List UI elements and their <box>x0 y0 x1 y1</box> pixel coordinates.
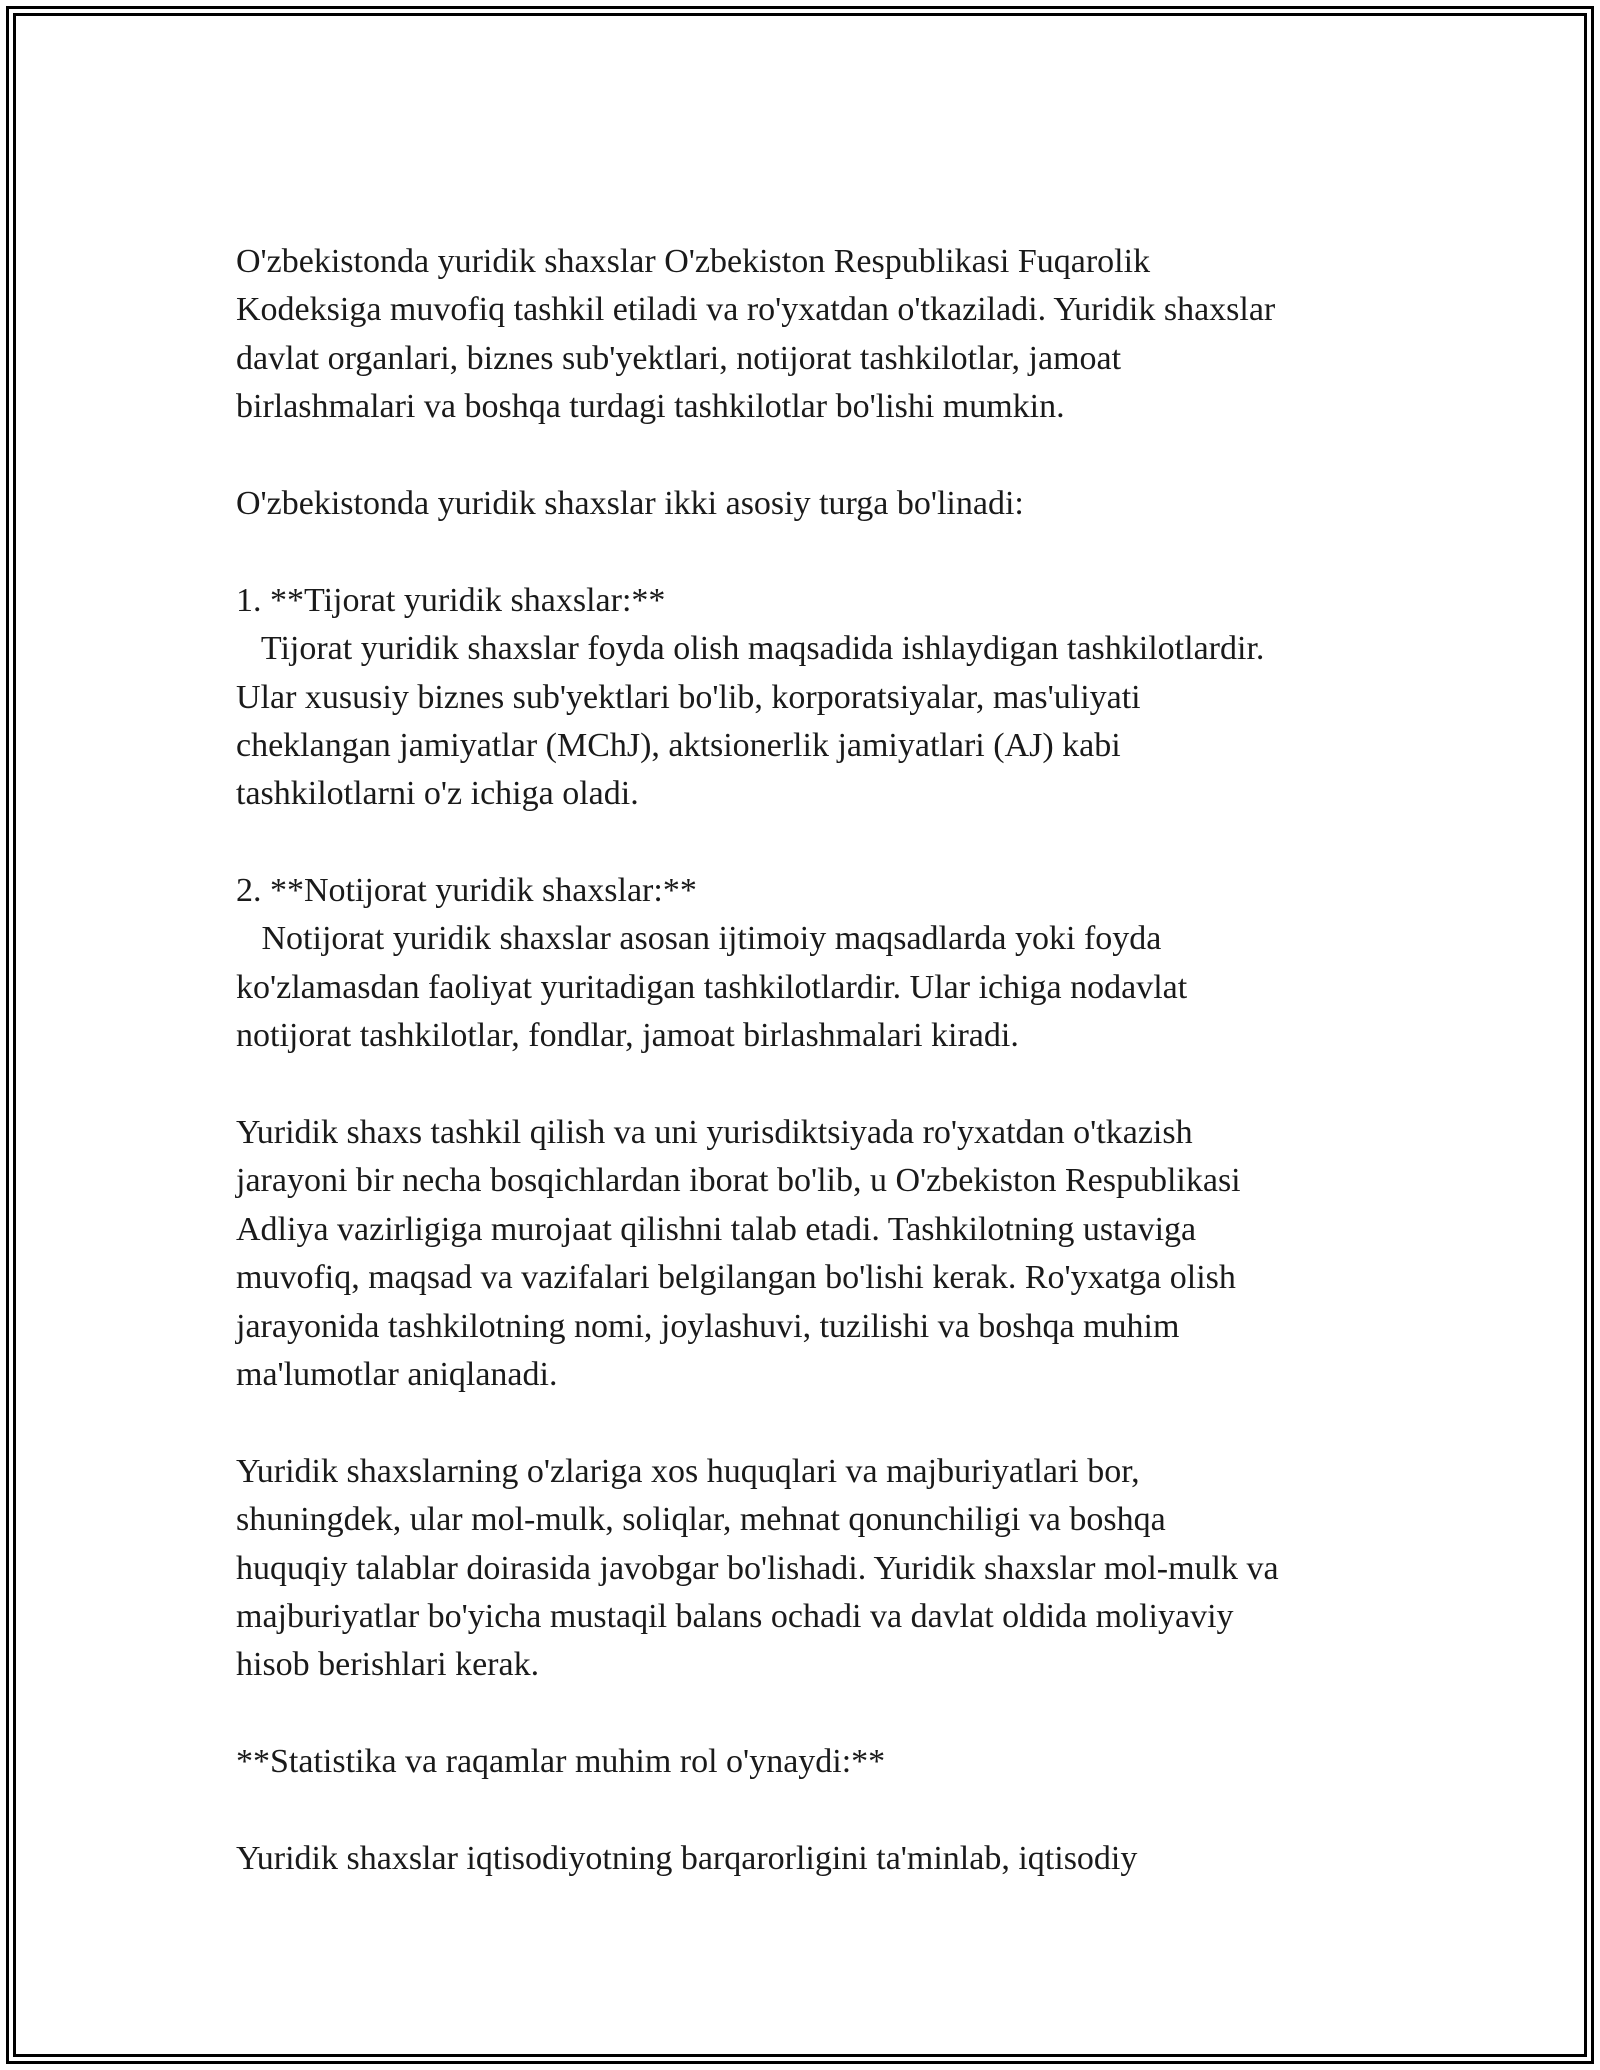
text-line: O'zbekistonda yuridik shaxslar O'zbekiston Respublikasi Fuqarolik <box>236 243 1151 280</box>
text-line: notijorat tashkilotlar, fondlar, jamoat birlashmalari kiradi. <box>236 1017 1019 1055</box>
text-line: ko'zlamasdan faoliyat yuritadigan tashkilotlardir. Ular ichiga nodavlat <box>236 968 1188 1006</box>
paragraph-gap <box>236 432 1416 480</box>
paragraph-gap <box>236 1061 1416 1109</box>
text-line: davlat organlari, biznes sub'yektlari, notijorat tashkilotlar, jamoat <box>236 339 1122 377</box>
text-line: majburiyatlar bo'yicha mustaqil balans ochadi va davlat oldida moliyaviy <box>236 1597 1234 1635</box>
paragraph <box>236 1448 1416 1690</box>
text-line: O'zbekistonda yuridik shaxslar ikki asosiy turga bo'linadi: <box>236 484 1024 522</box>
list-item-commercial <box>236 577 1416 819</box>
text-line: Kodeksiga muvofiq tashkil etiladi va ro'yxatdan o'tkaziladi. Yuridik shaxslar <box>236 291 1276 329</box>
text-line: Tijorat yuridik shaxslar foyda olish maqsadida ishlaydigan tashkilotlardir. <box>236 630 1265 668</box>
paragraph-gap <box>236 819 1416 867</box>
text-line: Ular xususiy biznes sub'yektlari bo'lib, korporatsiyalar, mas'uliyati <box>236 678 1141 716</box>
paragraph-gap <box>236 1787 1416 1835</box>
text-line: shuningdek, ular mol-mulk, soliqlar, mehnat qonunchiligi va boshqa <box>236 1501 1166 1539</box>
text-line: jarayonida tashkilotning nomi, joylashuvi, tuzilishi va boshqa muhim <box>236 1307 1180 1345</box>
text-line: tashkilotlarni o'z ichiga oladi. <box>236 775 639 813</box>
list-item-heading: 1. **Tijorat yuridik shaxslar:** <box>236 581 666 619</box>
text-line: Yuridik shaxslarning o'zlariga xos huquqlari va majburiyatlari bor, <box>236 1452 1140 1490</box>
text-line: cheklangan jamiyatlar (MChJ), aktsionerlik jamiyatlari (AJ) kabi <box>236 726 1121 764</box>
text-line: jarayoni bir necha bosqichlardan iborat bo'lib, u O'zbekiston Respublikasi <box>236 1162 1241 1200</box>
text-line: Adliya vazirligiga murojaat qilishni talab etadi. Tashkilotning ustaviga <box>236 1210 1197 1248</box>
text-line: hisob berishlari kerak. <box>236 1646 540 1684</box>
list-item-noncommercial <box>236 867 1416 1061</box>
document-body <box>236 238 1416 1883</box>
list-item-heading: 2. **Notijorat yuridik shaxslar:** <box>236 872 697 910</box>
text-line: birlashmalari va boshqa turdagi tashkilotlar bo'lishi mumkin. <box>236 388 1065 426</box>
paragraph <box>236 480 1416 528</box>
text-line: huquqiy talablar doirasida javobgar bo'lishadi. Yuridik shaxslar mol-mulk va <box>236 1549 1279 1587</box>
paragraph <box>236 1835 1416 1883</box>
paragraph-gap <box>236 1690 1416 1738</box>
text-line: ma'lumotlar aniqlanadi. <box>236 1355 558 1393</box>
text-line: **Statistika va raqamlar muhim rol o'ynaydi:** <box>236 1743 886 1781</box>
paragraph <box>236 238 1416 432</box>
section-heading-statistics <box>236 1738 1416 1786</box>
text-line: Yuridik shaxslar iqtisodiyotning barqarorligini ta'minlab, iqtisodiy <box>236 1839 1138 1877</box>
text-line: muvofiq, maqsad va vazifalari belgilangan bo'lishi kerak. Ro'yxatga olish <box>236 1259 1236 1297</box>
paragraph <box>236 1109 1416 1399</box>
paragraph-gap <box>236 528 1416 576</box>
paragraph-gap <box>236 1399 1416 1447</box>
text-line: Yuridik shaxs tashkil qilish va uni yurisdiktsiyada ro'yxatdan o'tkazish <box>236 1114 1193 1152</box>
text-line: Notijorat yuridik shaxslar asosan ijtimoiy maqsadlarda yoki foyda <box>236 920 1162 958</box>
